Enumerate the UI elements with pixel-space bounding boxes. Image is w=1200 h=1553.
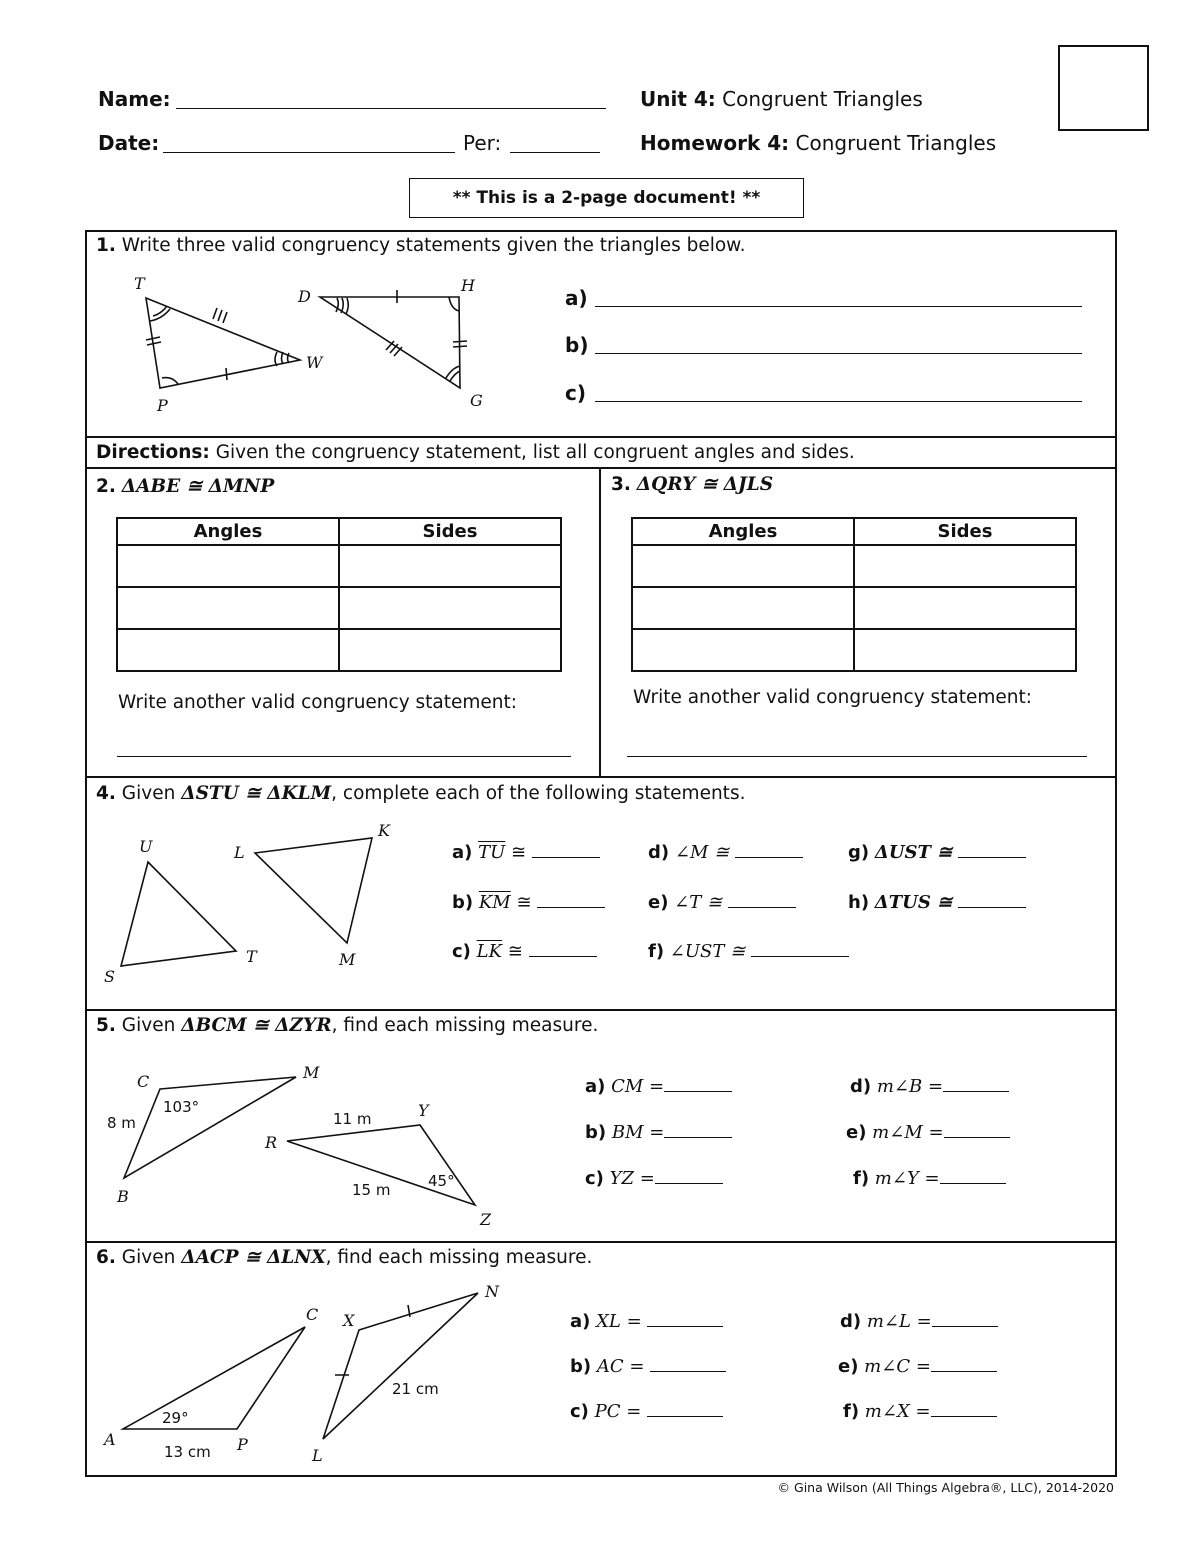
table-cell[interactable] xyxy=(632,587,854,629)
answer-blank[interactable] xyxy=(944,1137,1010,1138)
expression: ΔTUS ≅ xyxy=(874,892,953,913)
expression: AC = xyxy=(596,1356,645,1377)
item-key: c) xyxy=(570,1401,589,1422)
answer-blank[interactable] xyxy=(647,1416,723,1417)
vertex-label: L xyxy=(234,843,245,862)
vertex-label: Y xyxy=(418,1101,429,1120)
vertex-label: X xyxy=(343,1311,355,1330)
unit-label: Unit 4: xyxy=(640,87,716,111)
vertex-label: A xyxy=(104,1430,116,1449)
statement-g xyxy=(848,842,1026,863)
segment: $\overline{LK}$ xyxy=(476,941,503,962)
vertex-label: P xyxy=(237,1435,248,1454)
expression: m∠B = xyxy=(876,1076,944,1097)
vertex-label: P xyxy=(157,396,168,415)
measure-label: 15 m xyxy=(352,1181,391,1199)
table-cell[interactable] xyxy=(854,587,1076,629)
expression: YZ = xyxy=(609,1168,655,1189)
measure-e xyxy=(838,1356,997,1377)
table-cell[interactable] xyxy=(854,545,1076,587)
table-cell[interactable] xyxy=(117,587,339,629)
table-cell[interactable] xyxy=(854,629,1076,671)
congruent-symbol: ≅ xyxy=(502,941,523,962)
answer-blank[interactable] xyxy=(664,1137,732,1138)
answer-blank[interactable] xyxy=(664,1091,732,1092)
expression: CM = xyxy=(611,1076,665,1097)
segment: $\overline{TU}$ xyxy=(478,842,506,863)
measure-f xyxy=(853,1168,1006,1189)
statement-d xyxy=(648,842,803,863)
another-statement-field[interactable] xyxy=(117,756,571,757)
table-cell[interactable] xyxy=(117,629,339,671)
item-key: h) xyxy=(848,892,870,913)
table-cell[interactable] xyxy=(632,545,854,587)
problem-6-prompt xyxy=(96,1247,592,1268)
answer-blank[interactable] xyxy=(943,1091,1009,1092)
triangles-p5 xyxy=(124,1077,475,1205)
vertex-label: M xyxy=(303,1063,320,1082)
measure-label: 13 cm xyxy=(164,1443,211,1461)
problem-number: 5. xyxy=(96,1015,116,1036)
directions xyxy=(96,442,855,463)
item-key: f) xyxy=(853,1168,870,1189)
expression: m∠Y = xyxy=(874,1168,940,1189)
vertex-label: T xyxy=(134,274,145,293)
expression: PC = xyxy=(594,1401,642,1422)
given-text: Given xyxy=(121,1015,176,1036)
vertex-label: G xyxy=(470,391,483,410)
problem-number: 3. xyxy=(611,474,631,495)
congruency-statement: ΔSTU ≅ ΔKLM xyxy=(181,783,332,804)
date-label: Date: xyxy=(98,131,160,155)
vertex-label: Z xyxy=(480,1210,492,1229)
item-key: b) xyxy=(570,1356,592,1377)
answer-blank[interactable] xyxy=(735,857,803,858)
measure-c xyxy=(570,1401,723,1422)
column-header-angles: Angles xyxy=(117,518,339,545)
measure-label: 103° xyxy=(163,1098,200,1116)
congruency-statement: ΔQRY ≅ ΔJLS xyxy=(636,474,774,495)
segment: $\overline{KM}$ xyxy=(478,892,511,913)
problem-3-heading xyxy=(611,474,773,495)
answer-blank[interactable] xyxy=(537,907,605,908)
answer-blank[interactable] xyxy=(529,956,597,957)
table-cell[interactable] xyxy=(339,629,561,671)
column-header-sides: Sides xyxy=(854,518,1076,545)
table-cell[interactable] xyxy=(117,545,339,587)
vertex-label: K xyxy=(378,821,390,840)
congruency-statement: ΔBCM ≅ ΔZYR xyxy=(181,1015,332,1036)
item-key: c) xyxy=(585,1168,604,1189)
another-statement-prompt: Write another valid congruency statement: xyxy=(633,687,1033,708)
vertex-label: M xyxy=(339,950,356,969)
table-cell[interactable] xyxy=(632,629,854,671)
vertex-label: T xyxy=(246,947,257,966)
congruent-symbol: ≅ xyxy=(510,892,532,913)
vertex-label: N xyxy=(485,1282,499,1301)
vertex-label: W xyxy=(306,353,323,372)
measure-label: 29° xyxy=(162,1409,189,1427)
homework-label: Homework 4: xyxy=(640,131,790,155)
column-header-sides: Sides xyxy=(339,518,561,545)
item-key: g) xyxy=(848,842,870,863)
expression: m∠M = xyxy=(872,1122,944,1143)
vertex-label: L xyxy=(312,1446,323,1465)
answer-blank[interactable] xyxy=(751,956,849,957)
statement-c xyxy=(452,941,597,962)
given-text: Given xyxy=(121,1247,176,1268)
item-key: e) xyxy=(838,1356,859,1377)
expression: XL = xyxy=(596,1311,642,1332)
problem-number: 4. xyxy=(96,783,116,804)
measure-e xyxy=(846,1122,1010,1143)
item-key: d) xyxy=(840,1311,862,1332)
homework-title: Congruent Triangles xyxy=(795,131,997,155)
table-cell[interactable] xyxy=(339,545,561,587)
item-key: a) xyxy=(570,1311,591,1332)
measure-b xyxy=(570,1356,726,1377)
vertex-label: H xyxy=(461,276,475,295)
measure-label: 21 cm xyxy=(392,1380,439,1398)
problem-number: 6. xyxy=(96,1247,116,1268)
problem-5-prompt xyxy=(96,1015,598,1036)
answer-blank[interactable] xyxy=(728,907,796,908)
expression: ∠M ≅ xyxy=(674,842,730,863)
prompt-text: , find each missing measure. xyxy=(331,1015,599,1036)
answer-c-label: c) xyxy=(565,381,586,405)
vertex-label: D xyxy=(298,287,311,306)
problem-number: 1. xyxy=(96,235,116,256)
directions-label: Directions: xyxy=(96,442,210,463)
measure-b xyxy=(585,1122,732,1143)
congruent-symbol: ≅ xyxy=(505,842,527,863)
another-statement-field[interactable] xyxy=(627,756,1087,757)
answer-a-label: a) xyxy=(565,286,588,310)
item-key: b) xyxy=(585,1122,607,1143)
unit-title: Congruent Triangles xyxy=(722,87,923,111)
measure-a xyxy=(585,1076,732,1097)
item-key: c) xyxy=(452,941,471,962)
measure-label: 8 m xyxy=(107,1114,136,1132)
measure-c xyxy=(585,1168,723,1189)
answer-blank[interactable] xyxy=(931,1371,997,1372)
vertex-label: B xyxy=(117,1187,129,1206)
name-label: Name: xyxy=(98,87,171,111)
prompt-text: , find each missing measure. xyxy=(325,1247,593,1268)
expression: BM = xyxy=(611,1122,665,1143)
problem-3-table xyxy=(631,517,1077,672)
prompt-text: , complete each of the following statements. xyxy=(331,783,746,804)
expression: m∠X = xyxy=(864,1401,931,1422)
vertex-label: C xyxy=(306,1305,319,1324)
measure-d xyxy=(850,1076,1009,1097)
measure-d xyxy=(840,1311,998,1332)
answer-blank[interactable] xyxy=(931,1416,997,1417)
vertex-label: R xyxy=(265,1133,278,1152)
measure-a xyxy=(570,1311,723,1332)
item-key: d) xyxy=(648,842,670,863)
answer-blank[interactable] xyxy=(647,1326,723,1327)
statement-a xyxy=(452,842,600,863)
problem-2-table xyxy=(116,517,562,672)
problem-number: 2. xyxy=(96,476,116,497)
expression: m∠C = xyxy=(864,1356,931,1377)
per-label: Per: xyxy=(463,131,502,155)
congruency-statement: ΔABE ≅ ΔMNP xyxy=(121,476,275,497)
answer-blank[interactable] xyxy=(650,1371,726,1372)
two-page-banner: ** This is a 2-page document! ** xyxy=(409,178,804,218)
answer-b-label: b) xyxy=(565,333,589,357)
measure-label: 45° xyxy=(428,1172,455,1190)
statement-e xyxy=(648,892,796,913)
answer-blank[interactable] xyxy=(940,1183,1006,1184)
measure-f xyxy=(843,1401,997,1422)
prompt-text: Write three valid congruency statements given the triangles below. xyxy=(121,235,746,256)
column-header-angles: Angles xyxy=(632,518,854,545)
item-key: e) xyxy=(648,892,669,913)
statement-h xyxy=(848,892,1026,913)
item-key: e) xyxy=(846,1122,867,1143)
measure-label: 11 m xyxy=(333,1110,372,1128)
answer-blank[interactable] xyxy=(532,857,600,858)
vertex-label: U xyxy=(139,837,153,856)
another-statement-prompt: Write another valid congruency statement: xyxy=(118,692,518,713)
answer-blank[interactable] xyxy=(958,857,1026,858)
problem-4-prompt xyxy=(96,783,745,804)
copyright-footer: © Gina Wilson (All Things Algebra®, LLC), 2014-2020 xyxy=(777,1480,1114,1495)
vertex-label: C xyxy=(137,1072,150,1091)
statement-f xyxy=(648,941,849,962)
answer-blank[interactable] xyxy=(655,1183,723,1184)
item-key: a) xyxy=(452,842,473,863)
expression: ∠UST ≅ xyxy=(669,941,746,962)
directions-text: Given the congruency statement, list all congruent angles and sides. xyxy=(215,442,855,463)
statement-b xyxy=(452,892,605,913)
congruency-statement: ΔACP ≅ ΔLNX xyxy=(181,1247,326,1268)
item-key: f) xyxy=(843,1401,860,1422)
answer-b-field[interactable] xyxy=(595,353,1082,354)
answer-a-field[interactable] xyxy=(595,306,1082,307)
vertex-label: S xyxy=(104,967,115,986)
table-cell[interactable] xyxy=(339,587,561,629)
problem-2-heading xyxy=(96,476,274,497)
item-key: b) xyxy=(452,892,474,913)
answer-c-field[interactable] xyxy=(595,401,1082,402)
item-key: d) xyxy=(850,1076,872,1097)
answer-blank[interactable] xyxy=(958,907,1026,908)
item-key: a) xyxy=(585,1076,606,1097)
item-key: f) xyxy=(648,941,665,962)
expression: m∠L = xyxy=(866,1311,932,1332)
expression: ∠T ≅ xyxy=(674,892,723,913)
expression: ΔUST ≅ xyxy=(874,842,953,863)
answer-blank[interactable] xyxy=(932,1326,998,1327)
given-text: Given xyxy=(121,783,176,804)
